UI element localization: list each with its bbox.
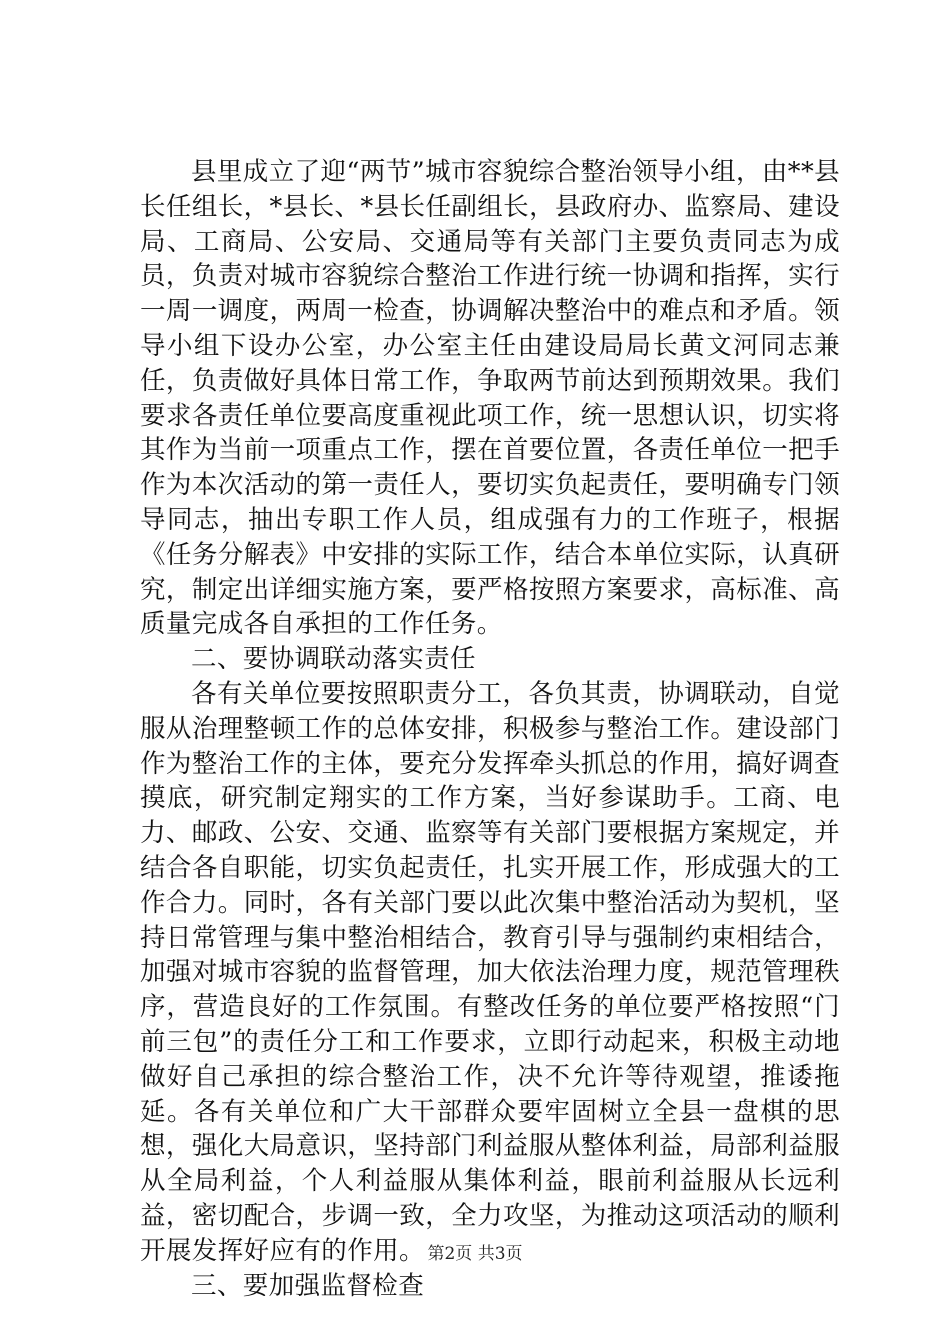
section-heading-supervision: 三、要加强监督检查 (191, 1270, 425, 1301)
document-body (140, 155, 840, 1303)
paragraph-leadership-group: 县里成立了迎“两节”城市容貌综合整治领导小组，由**县长任组长，*县长、*县长任副组长，县政府办、监察局、建设局、工商局、公安局、交通局等有关部门主要负责同志为成员，负责对城市容貌综合整治工作进行统一协调和指挥，实行一周一调度，两周一检查，协调解决整治中的难点和矛盾。领导小组下设办公室，办公室主任由建设局局长黄文河同志兼任，负责做好具体日常工作，争取两节前达到预期效果。我们要求各责任单位要高度重视此项工作，统一思想认识，切实将其作为当前一项重点工作，摆在首要位置，各责任单位一把手作为本次活动的第一责任人，要切实负起责任，要明确专门领导同志，抽出专职工作人员，组成强有力的工作班子，根据《任务分解表》中安排的实际工作，结合本单位实际，认真研究，制定出详细实施方案，要严格按照方案要求，高标准、高质量完成各自承担的工作任务。 (140, 157, 840, 640)
section-heading-coordination: 二、要协调联动落实责任 (191, 644, 476, 675)
paragraph-coordination: 各有关单位要按照职责分工，各负其责，协调联动，自觉服从治理整顿工作的总体安排，积极参与整治工作。建设部门作为整治工作的主体，要充分发挥牵头抓总的作用，搞好调查摸底，研究制定翔实的工作方案，当好参谋助手。工商、电力、邮政、公安、交通、监察等有关部门要根据方案规定，并结合各自职能，切实负起责任，扎实开展工作，形成强大的工作合力。同时，各有关部门要以此次集中整治活动为契机，坚持日常管理与集中整治相结合，教育引导与强制约束相结合，加强对城市容貌的监督管理，加大依法治理力度，规范管理秩序，营造良好的工作氛围。有整改任务的单位要严格按照“门前三包”的责任分工和工作要求，立即行动起来，积极主动地做好自己承担的综合整治工作，决不允许等待观望，推诿拖延。各有关单位和广大干部群众要牢固树立全县一盘棋的思想，强化大局意识，坚持部门利益服从整体利益，局部利益服从全局利益，个人利益服从集体利益，眼前利益服从长远利益，密切配合，步调一致，全力攻坚，为推动这项活动的顺利开展发挥好应有的作用。 (140, 678, 840, 1266)
page-number-footer: 第2页 共3页 (427, 1244, 523, 1264)
